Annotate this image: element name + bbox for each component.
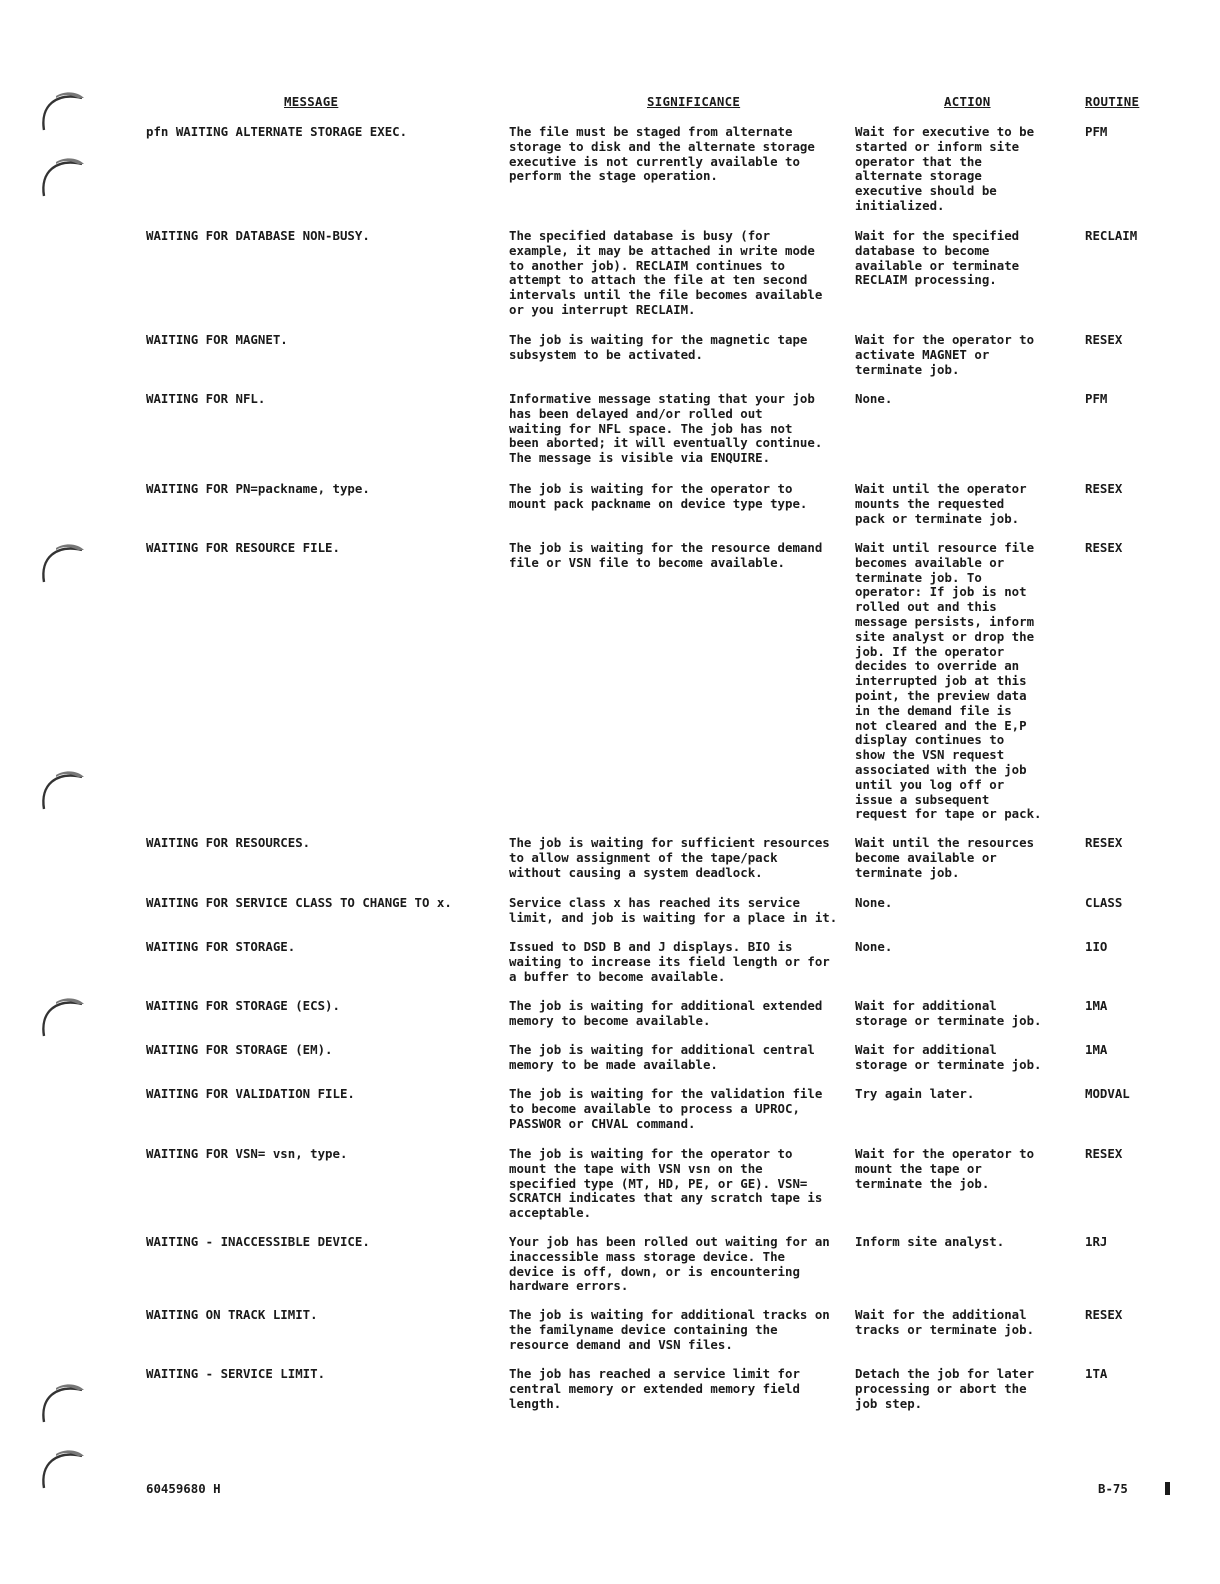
action-cell: Try again later. — [855, 1086, 975, 1101]
significance-cell: Issued to DSD B and J displays. BIO is waiting to increase its field length or for a buffer to become available. — [509, 939, 830, 984]
routine-cell: 1TA — [1085, 1366, 1108, 1381]
message-cell: WAITING FOR NFL. — [146, 391, 266, 406]
binder-hole-icon — [38, 1378, 88, 1424]
action-cell: Wait for executive to be started or inform site operator that the alternate storage executive should be initialized. — [855, 124, 1035, 213]
routine-cell: MODVAL — [1085, 1086, 1130, 1101]
message-cell: pfn WAITING ALTERNATE STORAGE EXEC. — [146, 124, 408, 139]
significance-cell: The job is waiting for additional tracks on the familyname device containing the resource demand and VSN files. — [509, 1307, 830, 1352]
column-header-significance: SIGNIFICANCE — [647, 94, 741, 109]
routine-cell: RECLAIM — [1085, 228, 1138, 243]
page-number: B-75 — [1098, 1481, 1128, 1496]
binder-hole-icon — [38, 1444, 88, 1490]
binder-hole-icon — [38, 86, 88, 132]
significance-cell: The job is waiting for sufficient resources to allow assignment of the tape/pack without causing a system deadlock. — [509, 835, 830, 880]
column-header-message: MESSAGE — [284, 94, 339, 109]
significance-cell: The job is waiting for additional extended memory to become available. — [509, 998, 823, 1028]
message-cell: WAITING FOR VSN= vsn, type. — [146, 1146, 348, 1161]
message-cell: WAITING - INACCESSIBLE DEVICE. — [146, 1234, 370, 1249]
action-cell: Wait until resource file becomes available or terminate job. To operator: If job is not rolled out and this message persists, inform site analyst or drop the job. If the operator decides to override an interrupted job at this point, the preview data in the demand file is not cleared and the E,P display continues to show the VSN request associated with the job until you log off or issue a subsequent request for tape or pack. — [855, 540, 1042, 822]
action-cell: Wait until the resources become available or terminate job. — [855, 835, 1035, 880]
significance-cell: The job is waiting for additional central memory to be made available. — [509, 1042, 815, 1072]
routine-cell: 1IO — [1085, 939, 1108, 954]
message-cell: WAITING FOR RESOURCE FILE. — [146, 540, 340, 555]
message-cell: WAITING FOR SERVICE CLASS TO CHANGE TO x. — [146, 895, 452, 910]
significance-cell: Informative message stating that your job has been delayed and/or rolled out waiting for NFL space. The job has not been aborted; it will eventually continue. The message is visible via ENQUIRE. — [509, 391, 823, 466]
significance-cell: The job is waiting for the magnetic tape subsystem to be activated. — [509, 332, 808, 362]
binder-hole-icon — [38, 152, 88, 198]
message-cell: WAITING FOR STORAGE (ECS). — [146, 998, 340, 1013]
significance-cell: Service class x has reached its service limit, and job is waiting for a place in it. — [509, 895, 838, 925]
document-number: 60459680 H — [146, 1481, 221, 1496]
action-cell: Wait for the operator to mount the tape or terminate the job. — [855, 1146, 1035, 1191]
significance-cell: The job is waiting for the operator to mount the tape with VSN vsn on the specified type (MT, HD, PE, or GE). VSN= SCRATCH indicates that any scratch tape is acceptable. — [509, 1146, 823, 1221]
message-cell: WAITING FOR DATABASE NON-BUSY. — [146, 228, 370, 243]
action-cell: Wait for the operator to activate MAGNET or terminate job. — [855, 332, 1035, 377]
action-cell: Detach the job for later processing or abort the job step. — [855, 1366, 1035, 1411]
routine-cell: 1RJ — [1085, 1234, 1108, 1249]
binder-hole-icon — [38, 538, 88, 584]
action-cell: None. — [855, 895, 893, 910]
change-bar — [1165, 1482, 1170, 1495]
action-cell: Wait for the additional tracks or terminate job. — [855, 1307, 1035, 1337]
significance-cell: The job has reached a service limit for central memory or extended memory field length. — [509, 1366, 800, 1411]
routine-cell: PFM — [1085, 124, 1108, 139]
routine-cell: CLASS — [1085, 895, 1123, 910]
message-cell: WAITING - SERVICE LIMIT. — [146, 1366, 326, 1381]
routine-cell: RESEX — [1085, 481, 1123, 496]
message-cell: WAITING FOR STORAGE (EM). — [146, 1042, 333, 1057]
message-cell: WAITING FOR STORAGE. — [146, 939, 296, 954]
column-header-routine: ROUTINE — [1085, 94, 1140, 109]
significance-cell: The job is waiting for the validation file to become available to process a UPROC, PASSWOR or CHVAL command. — [509, 1086, 823, 1131]
action-cell: None. — [855, 939, 893, 954]
binder-hole-icon — [38, 765, 88, 811]
binder-hole-icon — [38, 992, 88, 1038]
routine-cell: RESEX — [1085, 1307, 1123, 1322]
column-header-action: ACTION — [944, 94, 991, 109]
action-cell: Wait for the specified database to become available or terminate RECLAIM processing. — [855, 228, 1020, 288]
significance-cell: The job is waiting for the resource demand file or VSN file to become available. — [509, 540, 823, 570]
action-cell: Wait for additional storage or terminate job. — [855, 998, 1042, 1028]
routine-cell: RESEX — [1085, 540, 1123, 555]
significance-cell: Your job has been rolled out waiting for an inaccessible mass storage device. The device is off, down, or is encountering hardware errors. — [509, 1234, 830, 1294]
message-cell: WAITING ON TRACK LIMIT. — [146, 1307, 318, 1322]
action-cell: Wait for additional storage or terminate job. — [855, 1042, 1042, 1072]
message-cell: WAITING FOR VALIDATION FILE. — [146, 1086, 355, 1101]
action-cell: None. — [855, 391, 893, 406]
significance-cell: The specified database is busy (for example, it may be attached in write mode to another job). RECLAIM continues to attempt to attach the file at ten second intervals until the file becomes available or you interrupt RECLAIM. — [509, 228, 823, 317]
message-cell: WAITING FOR PN=packname, type. — [146, 481, 370, 496]
significance-cell: The file must be staged from alternate storage to disk and the alternate storage executive is not currently available to perform the stage operation. — [509, 124, 815, 184]
action-cell: Inform site analyst. — [855, 1234, 1005, 1249]
message-cell: WAITING FOR RESOURCES. — [146, 835, 311, 850]
message-cell: WAITING FOR MAGNET. — [146, 332, 288, 347]
routine-cell: 1MA — [1085, 1042, 1108, 1057]
routine-cell: PFM — [1085, 391, 1108, 406]
routine-cell: RESEX — [1085, 835, 1123, 850]
routine-cell: RESEX — [1085, 332, 1123, 347]
action-cell: Wait until the operator mounts the requested pack or terminate job. — [855, 481, 1027, 526]
significance-cell: The job is waiting for the operator to mount pack packname on device type type. — [509, 481, 808, 511]
routine-cell: 1MA — [1085, 998, 1108, 1013]
routine-cell: RESEX — [1085, 1146, 1123, 1161]
